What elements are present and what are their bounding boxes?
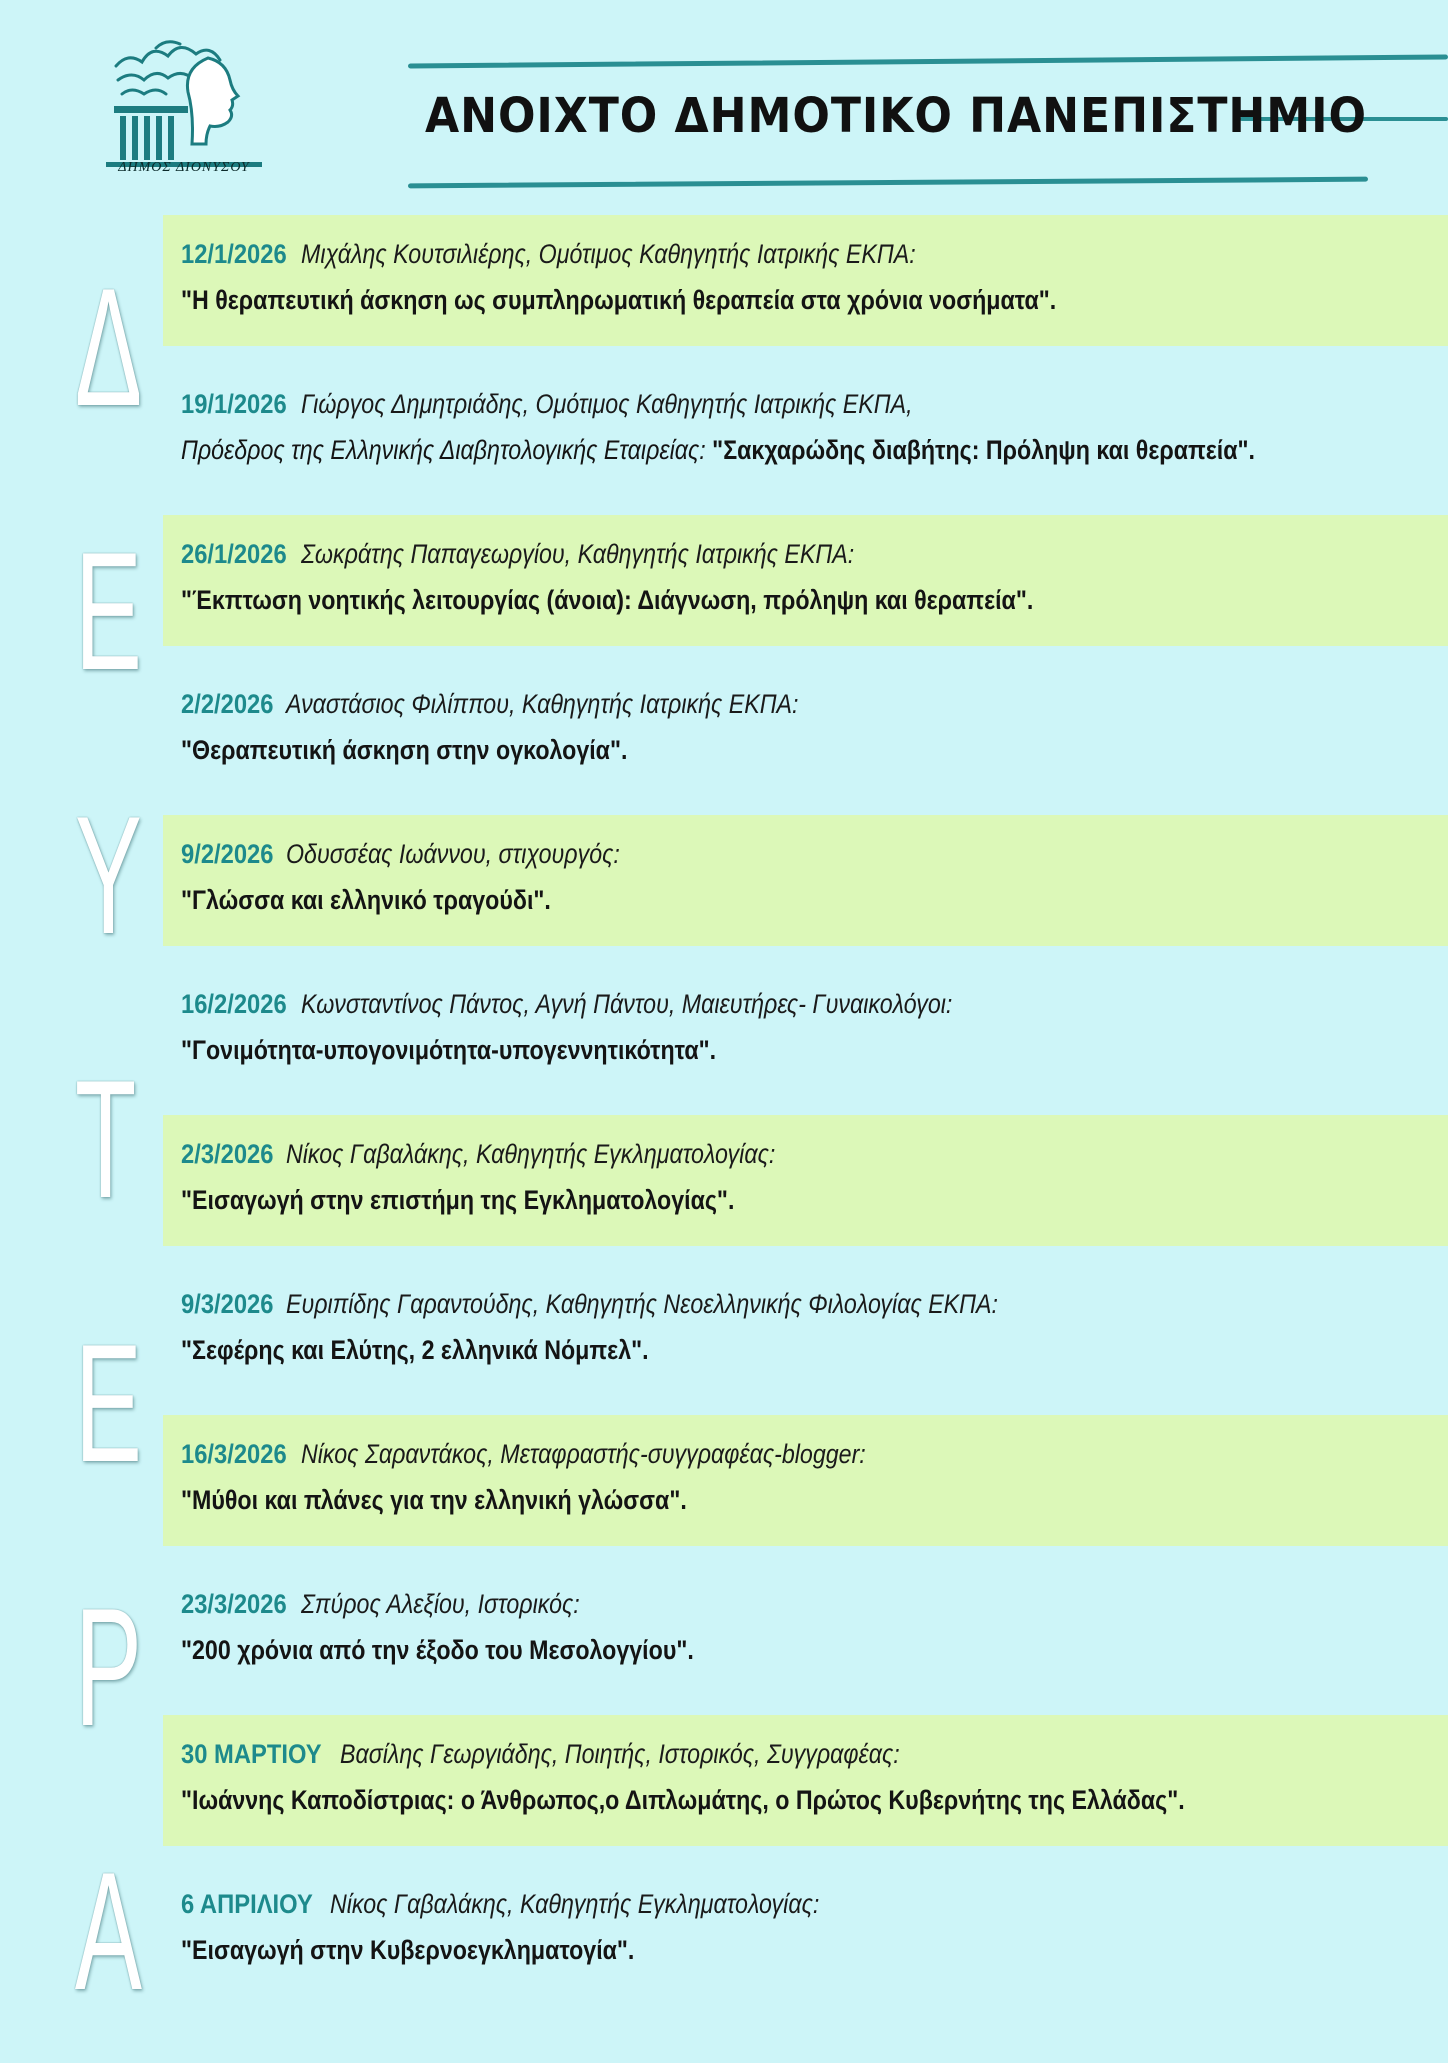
schedule-event <box>163 365 1448 496</box>
event-title: "Σεφέρης και Ελύτης, 2 ελληνικά Νόμπελ". <box>181 1335 649 1365</box>
event-speaker: Νίκος Γαβαλάκης, Καθηγητής Εγκληματολογίας: <box>285 1139 775 1169</box>
header-line-top <box>408 54 1448 68</box>
event-speaker: Νίκος Γαβαλάκης, Καθηγητής Εγκληματολογίας: <box>330 1889 820 1919</box>
day-letter: Τ <box>74 1045 137 1233</box>
event-header-line <box>181 1131 1448 1177</box>
lecture-schedule <box>163 215 1448 2015</box>
event-title: "Έκπτωση νοητικής λειτουργίας (άνοια): Διάγνωση, πρόληψη και θεραπεία". <box>181 585 1034 615</box>
event-title: "Εισαγωγή στην επιστήμη της Εγκληματολογίας". <box>181 1185 735 1215</box>
event-date: 9/2/2026 <box>181 839 274 869</box>
event-header-line <box>181 1581 1448 1627</box>
event-date: 16/2/2026 <box>181 989 287 1019</box>
event-header-line <box>181 231 1448 277</box>
event-speaker: Ευριπίδης Γαραντούδης, Καθηγητής Νεοελληνικής Φιλολογίας ΕΚΠΑ: <box>285 1289 998 1319</box>
event-title: "Σακχαρώδης διαβήτης: Πρόληψη και θεραπεία". <box>712 435 1255 465</box>
schedule-event <box>163 815 1448 946</box>
event-title: "Εισαγωγή στην Κυβερνοεγκληματογία". <box>181 1935 635 1965</box>
event-date: 2/3/2026 <box>181 1139 274 1169</box>
event-speaker-line2: Πρόεδρος της Ελληνικής Διαβητολογικής Εταιρείας: <box>181 435 706 465</box>
schedule-event <box>163 1715 1448 1846</box>
logo-caption: ΔΗΜΟΣ ΔΙΟΝΥΣΟΥ <box>118 160 250 175</box>
event-date: 23/3/2026 <box>181 1589 287 1619</box>
event-speaker: Αναστάσιος Φιλίππου, Καθηγητής Ιατρικής ΕΚΠΑ: <box>285 689 799 719</box>
event-title: "Μύθοι και πλάνες για την ελληνική γλώσσα". <box>181 1485 687 1515</box>
event-header-line <box>181 1431 1448 1477</box>
day-letter: Ε <box>74 517 143 705</box>
event-title: "Θεραπευτική άσκηση στην ογκολογία". <box>181 735 628 765</box>
schedule-event <box>163 1565 1448 1696</box>
event-title: "200 χρόνια από την έξοδο του Μεσολογγίου". <box>181 1635 694 1665</box>
vertical-day-word <box>58 215 142 2063</box>
schedule-event <box>163 1865 1448 1996</box>
event-header-line <box>181 381 1448 427</box>
day-letter: Ρ <box>74 1573 143 1761</box>
event-speaker: Μιχάλης Κουτσιλιέρης, Ομότιμος Καθηγητής Ιατρικής ΕΚΠΑ: <box>300 239 916 269</box>
event-speaker: Σωκράτης Παπαγεωργίου, Καθηγητής Ιατρικής ΕΚΠΑ: <box>300 539 854 569</box>
event-speaker: Οδυσσέας Ιωάννου, στιχουργός: <box>285 839 620 869</box>
event-title: "Ιωάννης Καποδίστριας: ο Άνθρωπος,ο Διπλωμάτης, ο Πρώτος Κυβερνήτης της Ελλάδας". <box>181 1785 1185 1815</box>
event-date: 9/3/2026 <box>181 1289 274 1319</box>
event-header-line <box>181 531 1448 577</box>
day-letter: Δ <box>74 253 143 441</box>
schedule-event <box>163 1415 1448 1546</box>
day-letter: Υ <box>74 781 143 969</box>
event-date: 30 ΜΑΡΤΙΟΥ <box>181 1739 322 1769</box>
header-line-bottom <box>408 177 1368 189</box>
event-date: 6 ΑΠΡΙΛΙΟΥ <box>181 1889 313 1919</box>
event-header-line <box>181 681 1448 727</box>
event-speaker-continued-line <box>181 427 1271 473</box>
event-date: 19/1/2026 <box>181 389 287 419</box>
event-date: 12/1/2026 <box>181 239 287 269</box>
event-title: "Η θεραπευτική άσκηση ως συμπληρωματική θεραπεία στα χρόνια νοσήματα". <box>181 285 1057 315</box>
event-speaker: Σπύρος Αλεξίου, Ιστορικός: <box>300 1589 580 1619</box>
schedule-event <box>163 665 1448 796</box>
schedule-event <box>163 965 1448 1096</box>
schedule-event <box>163 1115 1448 1246</box>
event-header-line <box>181 831 1448 877</box>
event-date: 2/2/2026 <box>181 689 274 719</box>
event-date: 26/1/2026 <box>181 539 287 569</box>
schedule-event <box>163 1265 1448 1396</box>
event-title: "Γονιμότητα-υπογονιμότητα-υπογεννητικότητα". <box>181 1035 717 1065</box>
schedule-event <box>163 215 1448 346</box>
schedule-event <box>163 515 1448 646</box>
day-letter: Ε <box>74 1309 143 1497</box>
event-speaker: Νίκος Σαραντάκος, Μεταφραστής-συγγραφέας-blogger: <box>300 1439 866 1469</box>
event-speaker: Βασίλης Γεωργιάδης, Ποιητής, Ιστορικός, Συγγραφέας: <box>340 1739 901 1769</box>
event-header-line <box>181 981 1448 1027</box>
page-title: ΑΝΟΙΧΤΟ ΔΗΜΟΤΙΚΟ ΠΑΝΕΠΙΣΤΗΜΙΟ <box>425 88 1367 144</box>
event-header-line <box>181 1881 1448 1927</box>
event-speaker: Γιώργος Δημητριάδης, Ομότιμος Καθηγητής Ιατρικής ΕΚΠΑ, <box>300 389 913 419</box>
event-header-line <box>181 1731 1448 1777</box>
event-date: 16/3/2026 <box>181 1439 287 1469</box>
event-header-line <box>181 1281 1448 1327</box>
event-speaker: Κωνσταντίνος Πάντος, Αγνή Πάντου, Μαιευτήρες- Γυναικολόγοι: <box>300 989 953 1019</box>
day-letter: Α <box>74 1837 143 2025</box>
event-title: "Γλώσσα και ελληνικό τραγούδι". <box>181 885 551 915</box>
